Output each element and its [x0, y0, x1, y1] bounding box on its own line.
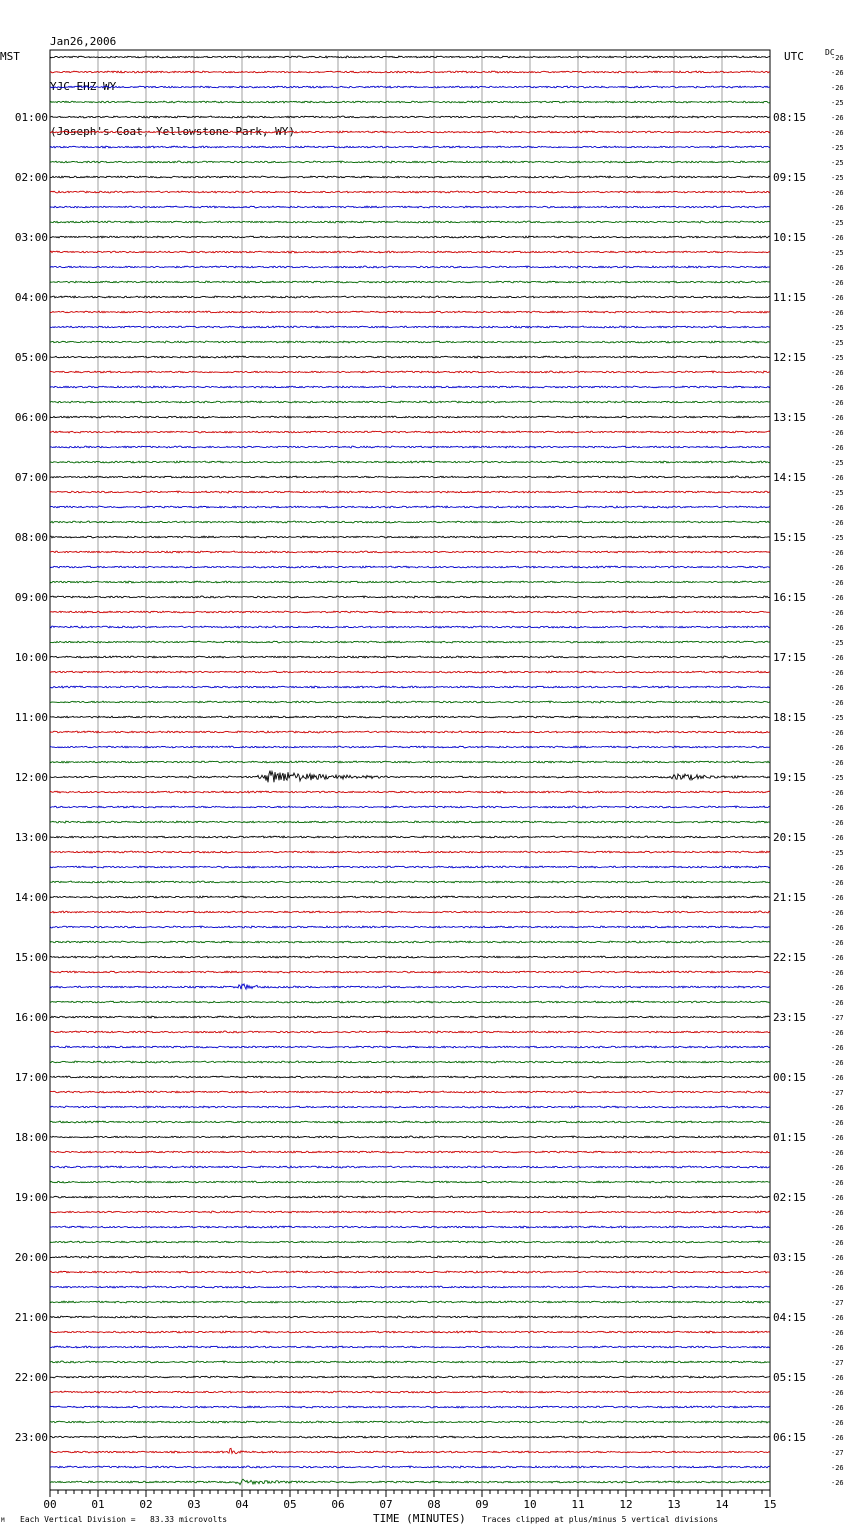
seismic-trace	[50, 896, 770, 898]
dc-offset-value: -26	[831, 864, 844, 872]
seismic-trace	[50, 1331, 770, 1333]
mst-hour-label: 09:00	[14, 591, 48, 604]
seismic-trace	[50, 1286, 770, 1288]
seismic-trace	[50, 176, 770, 178]
dc-offset-value: -26	[831, 609, 844, 617]
seismic-trace	[50, 326, 770, 328]
seismic-trace	[50, 1361, 770, 1363]
seismic-trace	[50, 116, 770, 118]
utc-hour-label: 14:15	[773, 471, 807, 484]
utc-hour-label: 08:15	[773, 111, 807, 124]
mst-hour-label: 20:00	[14, 1251, 48, 1264]
dc-offset-value: -25	[831, 639, 844, 647]
seismic-trace	[50, 146, 770, 148]
utc-hour-label: 23:15	[773, 1011, 807, 1024]
dc-offset-value: -26	[831, 669, 844, 677]
x-tick-label: 05	[283, 1498, 297, 1511]
dc-offset-value: -26	[831, 1239, 844, 1247]
seismic-trace	[50, 821, 770, 823]
seismic-trace	[50, 806, 770, 808]
x-tick-label: 06	[331, 1498, 345, 1511]
dc-offset-value: -25	[831, 249, 844, 257]
seismic-trace	[50, 581, 770, 583]
seismic-trace	[50, 1166, 770, 1168]
dc-offset-value: -26	[831, 444, 844, 452]
utc-hour-label: 01:15	[773, 1131, 807, 1144]
dc-offset-value: -26	[831, 1479, 844, 1487]
dc-offset-value: -26	[831, 684, 844, 692]
dc-offset-value: -25	[831, 174, 844, 182]
seismic-trace	[50, 746, 770, 748]
dc-offset-value: -26	[831, 1104, 844, 1112]
seismic-trace	[50, 1316, 770, 1318]
right-timezone-label: UTC	[784, 50, 804, 63]
seismic-trace	[50, 416, 770, 418]
seismic-trace	[50, 1181, 770, 1183]
seismic-trace	[50, 446, 770, 448]
seismic-trace	[50, 1376, 770, 1378]
seismic-trace	[50, 596, 770, 598]
dc-offset-value: -26	[831, 1224, 844, 1232]
seismic-trace	[50, 101, 770, 103]
dc-offset-value: -26	[831, 969, 844, 977]
dc-offset-value: -27	[831, 1359, 844, 1367]
dc-offset-value: -26	[831, 699, 844, 707]
seismic-trace	[50, 1421, 770, 1423]
dc-offset-value: -27	[831, 1299, 844, 1307]
dc-offset-value: -26	[831, 279, 844, 287]
utc-hour-label: 21:15	[773, 891, 807, 904]
seismic-trace	[50, 1061, 770, 1063]
seismic-trace	[50, 956, 770, 958]
seismic-trace	[50, 1196, 770, 1198]
seismic-trace	[50, 716, 770, 718]
seismic-trace	[50, 1136, 770, 1138]
seismic-trace	[50, 86, 770, 88]
dc-offset-value: -26	[831, 954, 844, 962]
x-tick-label: 12	[619, 1498, 633, 1511]
utc-hour-label: 12:15	[773, 351, 807, 364]
seismic-trace	[50, 1406, 770, 1408]
seismic-trace	[50, 341, 770, 343]
utc-hour-label: 11:15	[773, 291, 807, 304]
seismic-trace	[50, 926, 770, 928]
seismic-trace	[50, 476, 770, 478]
dc-offset-value: -26	[831, 369, 844, 377]
x-tick-label: 07	[379, 1498, 393, 1511]
x-tick-label: 03	[187, 1498, 201, 1511]
mst-hour-label: 02:00	[14, 171, 48, 184]
mst-hour-label: 16:00	[14, 1011, 48, 1024]
seismic-trace	[50, 236, 770, 238]
x-tick-label: 02	[139, 1498, 153, 1511]
dc-offset-value: -25	[831, 849, 844, 857]
dc-offset-value: -26	[831, 1344, 844, 1352]
utc-hour-label: 18:15	[773, 711, 807, 724]
seismic-trace	[50, 1211, 770, 1213]
dc-offset-value: -27	[831, 1089, 844, 1097]
seismic-trace	[50, 566, 770, 568]
dc-offset-value: -26	[831, 474, 844, 482]
dc-offset-value: -26	[831, 294, 844, 302]
utc-hour-label: 09:15	[773, 171, 807, 184]
mst-hour-label: 17:00	[14, 1071, 48, 1084]
x-tick-label: 10	[523, 1498, 537, 1511]
utc-hour-label: 04:15	[773, 1311, 807, 1324]
seismic-trace	[50, 941, 770, 943]
dc-offset-value: -26	[831, 384, 844, 392]
record-date: Jan26,2006	[50, 35, 117, 48]
dc-offset-value: -25	[831, 219, 844, 227]
seismic-trace	[50, 1241, 770, 1243]
mst-hour-label: 22:00	[14, 1371, 48, 1384]
x-tick-label: 04	[235, 1498, 249, 1511]
seismic-trace	[50, 71, 770, 73]
seismic-trace	[50, 191, 770, 193]
seismic-trace	[50, 401, 770, 403]
dc-offset-value: -27	[831, 1014, 844, 1022]
dc-offset-value: -26	[831, 1074, 844, 1082]
dc-offset-value: -26	[831, 1254, 844, 1262]
seismic-trace	[50, 1436, 770, 1438]
mst-hour-label: 21:00	[14, 1311, 48, 1324]
dc-offset-value: -26	[831, 909, 844, 917]
seismic-trace	[50, 386, 770, 388]
mst-hour-label: 06:00	[14, 411, 48, 424]
dc-offset-value: -25	[831, 459, 844, 467]
dc-offset-value: -26	[831, 1119, 844, 1127]
dc-offset-value: -26	[831, 1029, 844, 1037]
seismic-trace	[50, 1466, 770, 1468]
dc-offset-value: -26	[831, 549, 844, 557]
seismic-trace	[50, 984, 770, 989]
scale-note: Each Vertical Division = 83.33 microvolts	[20, 1515, 228, 1524]
dc-offset-value: -26	[831, 654, 844, 662]
seismic-trace	[50, 161, 770, 163]
mst-hour-label: 05:00	[14, 351, 48, 364]
utc-hour-label: 05:15	[773, 1371, 807, 1384]
x-tick-label: 11	[571, 1498, 585, 1511]
seismic-trace	[50, 731, 770, 733]
plot-frame	[50, 50, 770, 1490]
seismic-trace	[50, 641, 770, 643]
seismic-trace	[50, 1346, 770, 1348]
dc-offset-value: -26	[831, 879, 844, 887]
seismic-trace	[50, 461, 770, 463]
dc-offset-value: -26	[831, 984, 844, 992]
seismic-trace	[50, 1391, 770, 1393]
seismic-trace	[50, 1479, 770, 1484]
dc-offset-value: -26	[831, 1164, 844, 1172]
seismic-trace	[50, 56, 770, 58]
seismic-trace	[50, 1301, 770, 1303]
seismic-trace	[50, 851, 770, 853]
seismic-trace	[50, 266, 770, 268]
dc-header-label: DC	[825, 48, 835, 57]
mst-hour-label: 12:00	[14, 771, 48, 784]
mst-hour-label: 04:00	[14, 291, 48, 304]
utc-hour-label: 19:15	[773, 771, 807, 784]
seismic-trace	[50, 1256, 770, 1258]
dc-offset-value: -26	[831, 399, 844, 407]
utc-hour-label: 15:15	[773, 531, 807, 544]
seismic-trace	[50, 1151, 770, 1153]
seismic-trace	[50, 221, 770, 223]
dc-offset-value: -26	[831, 759, 844, 767]
utc-hour-label: 13:15	[773, 411, 807, 424]
dc-offset-value: -26	[831, 1314, 844, 1322]
utc-hour-label: 06:15	[773, 1431, 807, 1444]
utc-hour-label: 03:15	[773, 1251, 807, 1264]
dc-offset-value: -26	[831, 1329, 844, 1337]
dc-offset-value: -26	[831, 414, 844, 422]
dc-offset-value: -26	[831, 504, 844, 512]
seismic-trace	[50, 656, 770, 658]
seismic-trace	[50, 371, 770, 373]
dc-offset-value: -25	[831, 534, 844, 542]
seismic-trace	[50, 1091, 770, 1093]
dc-offset-value: -26	[831, 789, 844, 797]
dc-offset-value: -26	[831, 744, 844, 752]
dc-offset-value: -26	[831, 564, 844, 572]
seismic-trace	[50, 491, 770, 493]
mst-hour-label: 08:00	[14, 531, 48, 544]
mst-hour-label: 03:00	[14, 231, 48, 244]
seismic-trace	[50, 131, 770, 133]
seismic-trace	[50, 626, 770, 628]
seismic-trace	[50, 536, 770, 538]
dc-offset-value: -25	[831, 489, 844, 497]
dc-offset-value: -26	[831, 1464, 844, 1472]
seismic-trace	[50, 506, 770, 508]
seismic-trace	[50, 281, 770, 283]
dc-offset-value: -26	[831, 264, 844, 272]
mst-hour-label: 14:00	[14, 891, 48, 904]
seismic-trace	[50, 1106, 770, 1108]
dc-offset-value: -26	[831, 1419, 844, 1427]
seismic-trace	[50, 971, 770, 973]
seismic-trace	[50, 296, 770, 298]
seismic-trace	[50, 701, 770, 703]
dc-offset-value: -26	[831, 429, 844, 437]
dc-offset-value: -26	[831, 1209, 844, 1217]
dc-offset-value: -25	[831, 144, 844, 152]
dc-offset-value: -26	[831, 1059, 844, 1067]
dc-offset-value: -25	[831, 354, 844, 362]
seismic-trace	[50, 761, 770, 763]
utc-hour-label: 00:15	[773, 1071, 807, 1084]
utc-hour-label: 16:15	[773, 591, 807, 604]
mst-hour-label: 19:00	[14, 1191, 48, 1204]
seismic-trace	[50, 1226, 770, 1228]
dc-offset-value: -26	[831, 234, 844, 242]
seismic-trace	[50, 1031, 770, 1033]
dc-offset-value: -27	[831, 1449, 844, 1457]
mst-hour-label: 18:00	[14, 1131, 48, 1144]
dc-offset-value: -26	[831, 114, 844, 122]
corner-mark: M	[1, 1517, 5, 1524]
dc-offset-value: -26	[831, 804, 844, 812]
dc-offset-value: -26	[831, 729, 844, 737]
seismic-trace	[50, 671, 770, 673]
dc-offset-value: -25	[831, 159, 844, 167]
dc-offset-value: -25	[831, 774, 844, 782]
seismic-trace	[50, 1001, 770, 1003]
mst-hour-label: 11:00	[14, 711, 48, 724]
seismic-trace	[50, 791, 770, 793]
seismic-trace	[50, 686, 770, 688]
x-tick-label: 08	[427, 1498, 441, 1511]
seismic-trace	[50, 551, 770, 553]
seismic-trace	[50, 771, 770, 783]
seismic-trace	[50, 1016, 770, 1018]
dc-offset-value: -25	[831, 714, 844, 722]
seismic-trace	[50, 881, 770, 883]
dc-offset-value: -26	[831, 189, 844, 197]
dc-offset-value: -26	[831, 54, 844, 62]
utc-hour-label: 17:15	[773, 651, 807, 664]
x-tick-label: 13	[667, 1498, 681, 1511]
seismic-trace	[50, 1046, 770, 1048]
dc-offset-value: -26	[831, 1389, 844, 1397]
dc-offset-value: -26	[831, 84, 844, 92]
seismic-trace	[50, 611, 770, 613]
dc-offset-value: -26	[831, 999, 844, 1007]
dc-offset-value: -26	[831, 834, 844, 842]
dc-offset-value: -26	[831, 1044, 844, 1052]
seismic-trace	[50, 836, 770, 838]
dc-offset-value: -26	[831, 1179, 844, 1187]
station-code: YJC EHZ WY	[50, 80, 117, 93]
utc-hour-label: 10:15	[773, 231, 807, 244]
seismic-trace	[50, 1121, 770, 1123]
seismic-trace	[50, 521, 770, 523]
dc-offset-value: -26	[831, 579, 844, 587]
utc-hour-label: 22:15	[773, 951, 807, 964]
utc-hour-label: 20:15	[773, 831, 807, 844]
mst-hour-label: 13:00	[14, 831, 48, 844]
seismic-trace	[50, 431, 770, 433]
dc-offset-value: -26	[831, 594, 844, 602]
seismic-trace	[50, 1271, 770, 1273]
dc-offset-value: -26	[831, 204, 844, 212]
dc-offset-value: -26	[831, 624, 844, 632]
clip-note: Traces clipped at plus/minus 5 vertical divisions	[482, 1515, 719, 1524]
mst-hour-label: 10:00	[14, 651, 48, 664]
dc-offset-value: -26	[831, 129, 844, 137]
dc-offset-value: -26	[831, 1284, 844, 1292]
dc-offset-value: -25	[831, 99, 844, 107]
dc-offset-value: -26	[831, 309, 844, 317]
dc-offset-value: -26	[831, 519, 844, 527]
seismic-trace	[50, 311, 770, 313]
left-timezone-label: MST	[0, 50, 20, 63]
utc-hour-label: 02:15	[773, 1191, 807, 1204]
dc-offset-value: -25	[831, 339, 844, 347]
dc-offset-value: -26	[831, 924, 844, 932]
seismic-trace	[50, 866, 770, 868]
mst-hour-label: 01:00	[14, 111, 48, 124]
x-axis-title: TIME (MINUTES)	[373, 1512, 466, 1525]
seismic-trace	[50, 251, 770, 253]
x-tick-label: 01	[91, 1498, 105, 1511]
seismic-trace	[50, 206, 770, 208]
mst-hour-label: 07:00	[14, 471, 48, 484]
station-location: (Joseph's Coat, Yellowstone Park, WY)	[50, 125, 296, 138]
x-tick-label: 00	[43, 1498, 57, 1511]
seismic-trace	[50, 1076, 770, 1078]
dc-offset-value: -26	[831, 1194, 844, 1202]
dc-offset-value: -26	[831, 1149, 844, 1157]
dc-offset-value: -26	[831, 939, 844, 947]
mst-hour-label: 23:00	[14, 1431, 48, 1444]
dc-offset-value: -25	[831, 324, 844, 332]
x-tick-label: 15	[763, 1498, 777, 1511]
mst-hour-label: 15:00	[14, 951, 48, 964]
seismic-trace	[50, 356, 770, 358]
dc-offset-value: -26	[831, 1134, 844, 1142]
dc-offset-value: -26	[831, 1404, 844, 1412]
seismic-trace	[50, 911, 770, 913]
dc-offset-value: -26	[831, 1374, 844, 1382]
seismic-trace	[50, 1448, 770, 1453]
dc-offset-value: -26	[831, 1434, 844, 1442]
dc-offset-value: -26	[831, 894, 844, 902]
x-tick-label: 14	[715, 1498, 729, 1511]
dc-offset-value: -26	[831, 1269, 844, 1277]
x-tick-label: 09	[475, 1498, 489, 1511]
dc-offset-value: -26	[831, 819, 844, 827]
dc-offset-value: -26	[831, 69, 844, 77]
